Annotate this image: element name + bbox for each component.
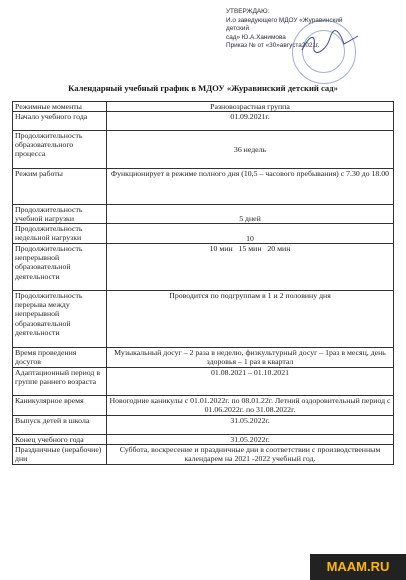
row-label: Режим работы (13, 169, 107, 205)
table-row (13, 224, 394, 244)
row-value: 10 (107, 224, 394, 244)
table-header-row (13, 102, 394, 112)
table-row (13, 131, 394, 169)
maam-logo[interactable]: MAAM.RU (310, 554, 406, 580)
row-label: Продолжительность непрерывной образовательной деятельности (13, 244, 107, 291)
approval-line: И.о заведующего МДОУ «Журавинский (226, 16, 343, 24)
table-row (13, 348, 394, 368)
table-row (13, 112, 394, 131)
row-label: Конец учебного года (13, 435, 107, 445)
row-label: Продолжительность учебной нагрузки (13, 205, 107, 224)
row-value: Новогодние каникулы с 01.01.2022г. по 08.01.22г. Летний оздоровительный период с 01.06.2022г. по 31.08.2022г. (107, 396, 394, 416)
row-label: Продолжительность образовательного процесса (13, 131, 107, 169)
row-label: Адаптационный период в группе раннего возраста (13, 368, 107, 396)
table-row (13, 205, 394, 224)
table-row (13, 368, 394, 396)
table-row (13, 291, 394, 348)
row-value: Суббота, воскресение и праздничные дни в соответствии с производственным календарем на 2021 -2022 учебный год. (107, 445, 394, 465)
row-label: Праздничные (нерабочие) дни (13, 445, 107, 465)
row-value: 01.09.2021г. (107, 112, 394, 131)
row-value: 36 недель (107, 131, 394, 169)
row-value: 5 дней (107, 205, 394, 224)
row-label: Выпуск детей в школа (13, 416, 107, 435)
row-value: Проводится по подгруппам в 1 и 2 половину дня (107, 291, 394, 348)
row-value: Музыкальный досуг – 2 раза в неделю, физкультурный досуг – 1раз в месяц, день здоровья – 1 раз в квартал (107, 348, 394, 368)
row-label: Продолжительность перерыва между непрерывной образовательной деятельности (13, 291, 107, 348)
row-value: 31.05.2022г. (107, 416, 394, 435)
schedule-table (12, 101, 394, 465)
row-label: Начало учебного года (13, 112, 107, 131)
row-label: Продолжительность недельной нагрузки (13, 224, 107, 244)
table-row (13, 396, 394, 416)
row-value: 01.08.2021 – 01.10.2021 (107, 368, 394, 396)
row-value: 31.05.2022г. (107, 435, 394, 445)
table-row (13, 169, 394, 205)
row-value: Функционирует в режиме полного дня (10,5 – часового пребывания) с 7.30 до 18.00 (107, 169, 394, 205)
row-label: Каникулярное время (13, 396, 107, 416)
approval-line: детский (226, 25, 250, 33)
signature (300, 30, 360, 56)
header-value-cell: Разновозрастная группа (107, 102, 394, 112)
table-row (13, 416, 394, 435)
row-label: Время проведения досугов (13, 348, 107, 368)
document-title: Календарный учебный график в МДОУ «Журавинский детский сад» (68, 83, 338, 93)
table-row (13, 445, 394, 465)
approval-line: сад» Ю.А.Ханимова (226, 33, 286, 41)
table-row (13, 244, 394, 291)
approval-line: УТВЕРЖДАЮ: (226, 8, 270, 15)
row-value: 10 мин 15 мин 20 мин (107, 244, 394, 291)
approval-line: Приказ № от «30»августа2021г. (226, 42, 320, 50)
header-label-cell: Режимные моменты (13, 102, 107, 112)
table-row (13, 435, 394, 445)
